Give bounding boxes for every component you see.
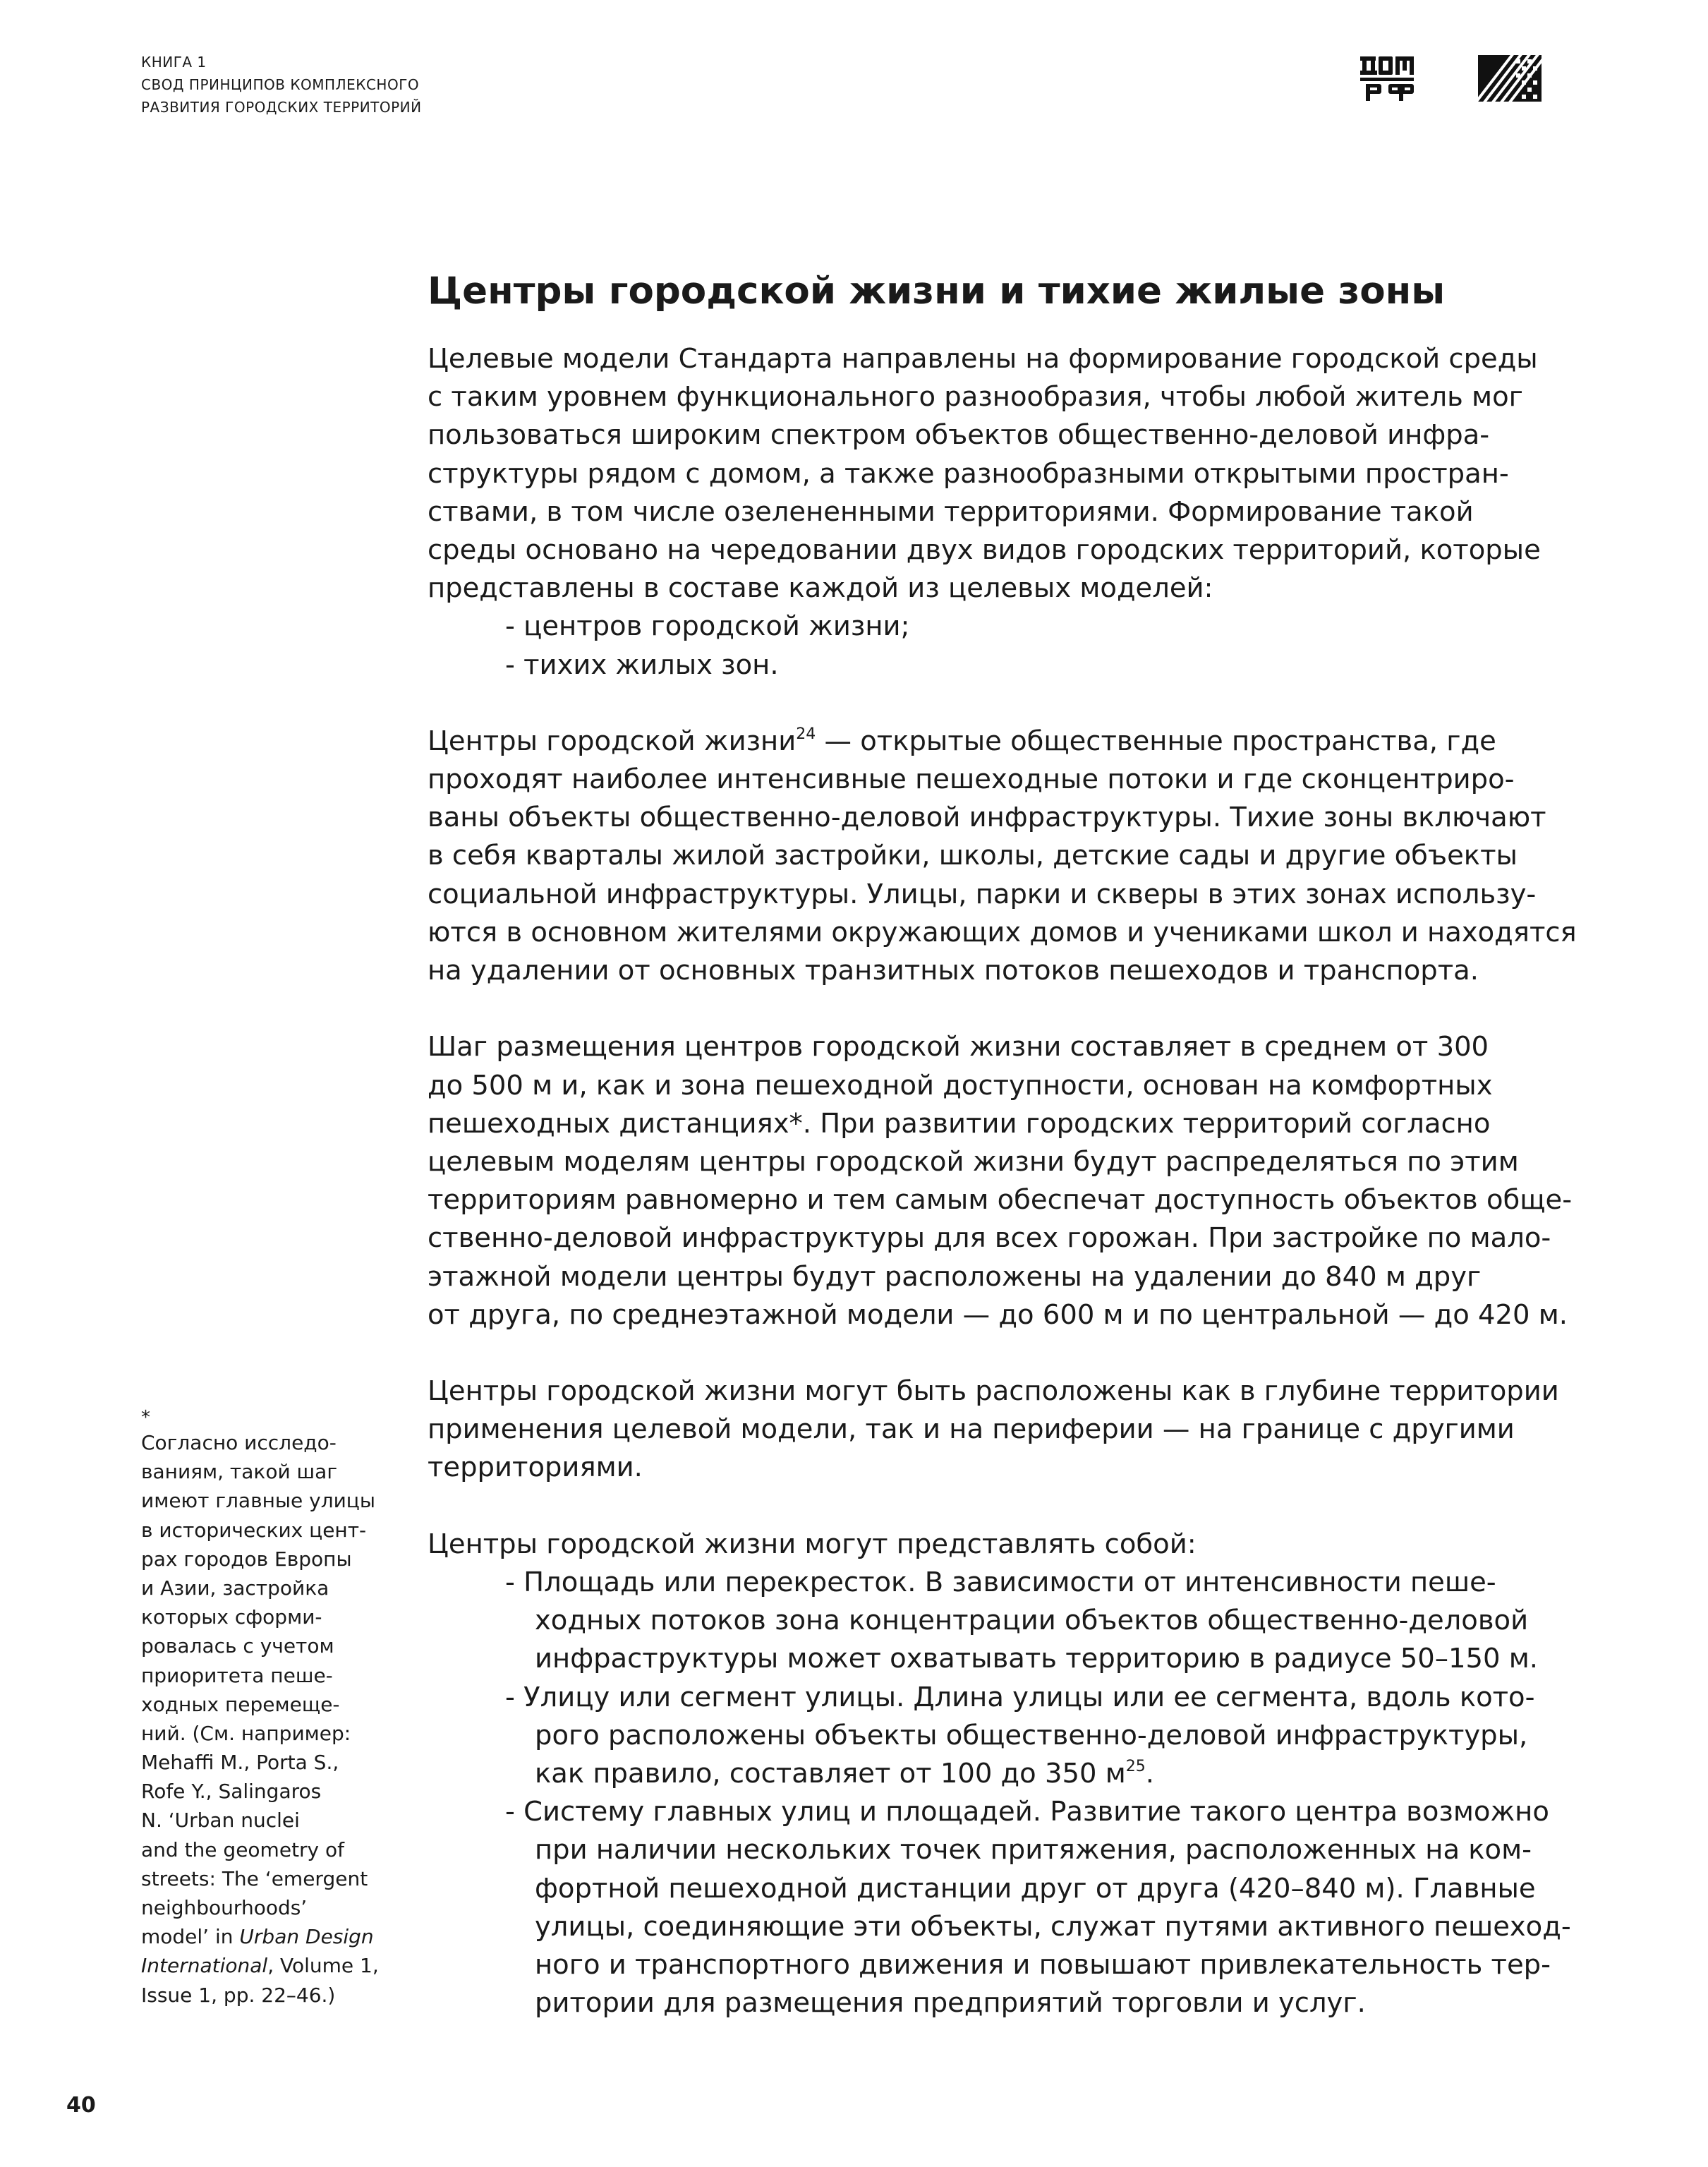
sidenote-line [141,1951,379,1980]
paragraph-line: Центры городской жизни могут быть расположены как в глубине территории [428,1375,1559,1408]
paragraph-line: ются в основном жителями окружающих домов и учениками школ и находятся [428,916,1577,948]
list-item: - центров городской жизни; [505,610,910,643]
intro-line: среды основано на чередовании двух видов городских территорий, которые [428,533,1541,566]
list-item-continuation: ходных потоков зона концентрации объектов общественно-деловой [535,1605,1529,1637]
list-item-system: - Систему главных улиц и площадей. Развитие такого центра возможно [505,1796,1549,1828]
intro-line: Целевые модели Стандарта направлены на формирование городской среды [428,343,1538,375]
sidenote-line: рах городов Европы [141,1547,352,1571]
text-fragment: — открытые общественные пространства, где [816,725,1496,757]
sidenote-line: Issue 1, pp. 22–46.) [141,1983,336,2007]
footnote-ref-25: 25 [1125,1757,1146,1775]
sidenote [141,1407,379,2010]
text-fragment: , Volume 1, [267,1954,379,1978]
sidenote-line: Согласно исследо- [141,1431,337,1454]
sidenote-line: приоритета пеше- [141,1663,333,1687]
sidenote-line: ний. (См. например: [141,1721,351,1745]
intro-line: ствами, в том числе озелененными территориями. Формирование такой [428,495,1474,528]
paragraph-line: целевым моделям центры городской жизни будут распределяться по этим [428,1145,1519,1178]
paragraph-line: Шаг размещения центров городской жизни составляет в среднем от 300 [428,1031,1489,1063]
intro-line: с таким уровнем функционального разнообразия, чтобы любой житель мог [428,381,1523,414]
list-item-continuation: инфраструктуры может охватывать территорию в радиусе 50–150 м. [535,1643,1539,1675]
paragraph-line: до 500 м и, как и зона пешеходной доступности, основан на комфортных [428,1069,1493,1101]
list-item-street: - Улицу или сегмент улицы. Длина улицы или ее сегмента, вдоль кото- [505,1681,1535,1713]
sidenote-line: ваниям, такой шаг [141,1460,338,1484]
paragraph-line: территориям равномерно и тем самым обеспечат доступность объектов обще- [428,1184,1573,1217]
paragraph-centers-definition [428,723,1577,990]
list-item-continuation: ного и транспортного движения и повышают привлекательность тер- [535,1948,1551,1981]
journal-title: Urban Design [239,1925,374,1949]
sidenote-line: и Азии, застройка [141,1576,329,1600]
intro-line: пользоваться широким спектром объектов общественно-деловой инфра- [428,419,1490,452]
paragraph-line: применения целевой модели, так и на периферии — на границе с другими [428,1413,1515,1446]
sidenote-line: имеют главные улицы [141,1489,375,1513]
list-item-square: - Площадь или перекресток. В зависимости от интенсивности пеше- [505,1567,1496,1598]
paragraph-line: этажной модели центры будут расположены на удалении до 840 м друг [428,1260,1482,1293]
journal-title: International [141,1954,268,1978]
text-fragment: как правило, составляет от 100 до 350 м [535,1757,1126,1789]
paragraph-line: социальной инфраструктуры. Улицы, парки и скверы в этих зонах использу- [428,878,1537,910]
page-number: 40 [66,2093,96,2118]
main-text [428,340,1577,2022]
paragraph-location [428,1372,1559,1487]
paragraph-line: пешеходных дистанциях*. При развитии городских территорий согласно [428,1107,1491,1140]
text-fragment: . [1145,1757,1154,1789]
paragraph-line: территориями. [428,1451,643,1484]
sidenote-line: Mehaffi M., Porta S., [141,1751,339,1775]
sidenote-line: neighbourhoods’ [141,1896,308,1919]
paragraph-types [428,1526,1571,2022]
paragraph-line: на удалении от основных транзитных потоков пешеходов и транспорта. [428,955,1479,986]
paragraph-line: ственно-деловой инфраструктуры для всех горожан. При застройке по мало- [428,1222,1551,1255]
standard-pattern-logo-icon [1478,55,1542,102]
sidenote-line: N. ‘Urban nuclei [141,1809,300,1833]
sidenote-line: которых сформи- [141,1605,322,1629]
section-title: Центры городской жизни и тихие жилые зоны [428,270,1446,313]
sidenote-line [141,1922,379,1951]
list-item-continuation: рого расположены объекты общественно-деловой инфраструктуры, [535,1719,1528,1751]
list-item-continuation: улицы, соединяющие эти объекты, служат путями активного пешеход- [535,1910,1571,1943]
sidenote-line: ходных перемеще- [141,1692,340,1716]
sidenote-line: and the geometry of [141,1837,345,1861]
text-fragment: model’ in [141,1925,240,1949]
dom-rf-logo-icon [1360,55,1414,102]
list-item-continuation [428,1755,1556,1793]
paragraph-line: проходят наиболее интенсивные пешеходные потоки и где сконцентриро- [428,763,1515,796]
text-fragment: Центры городской жизни [428,725,797,757]
list-item-continuation: ритории для размещения предприятий торговли и услуг. [535,1987,1366,2020]
sidenote-line: Rofe Y., Salingaros [141,1780,322,1804]
sidenote-line: в исторических цент- [141,1518,367,1542]
running-header [141,51,422,119]
list-item-continuation: при наличии нескольких точек притяжения, расположенных на ком- [535,1834,1532,1866]
intro-line: структуры рядом с домом, а также разнообразными открытыми простран- [428,457,1509,490]
sidenote-marker: * [141,1407,150,1428]
list-item: - тихих жилых зон. [505,648,779,681]
paragraph-line: Центры городской жизни могут представлять собой: [428,1528,1197,1560]
paragraph-line: в себя кварталы жилой застройки, школы, детские сады и другие объекты [428,840,1518,872]
footnote-ref-24: 24 [796,725,816,743]
header-book: КНИГА 1 [141,54,207,71]
paragraph-line: ваны объекты общественно-деловой инфраструктуры. Тихие зоны включают [428,802,1546,834]
intro-paragraph [428,340,1556,684]
paragraph-line [428,723,1556,761]
list-item-continuation: фортной пешеходной дистанции друг от друга (420–840 м). Главные [535,1872,1536,1905]
paragraph-placement-step [428,1028,1573,1334]
intro-line: представлены в составе каждой из целевых моделей: [428,572,1213,605]
sidenote-line: ровалась с учетом [141,1634,334,1658]
paragraph-line: от друга, по среднеэтажной модели — до 600 м и по центральной — до 420 м. [428,1298,1568,1331]
header-title-line1: СВОД ПРИНЦИПОВ КОМПЛЕКСНОГО [141,76,420,93]
header-title-line2: РАЗВИТИЯ ГОРОДСКИХ ТЕРРИТОРИЙ [141,99,422,116]
sidenote-line: streets: The ‘emergent [141,1866,368,1890]
